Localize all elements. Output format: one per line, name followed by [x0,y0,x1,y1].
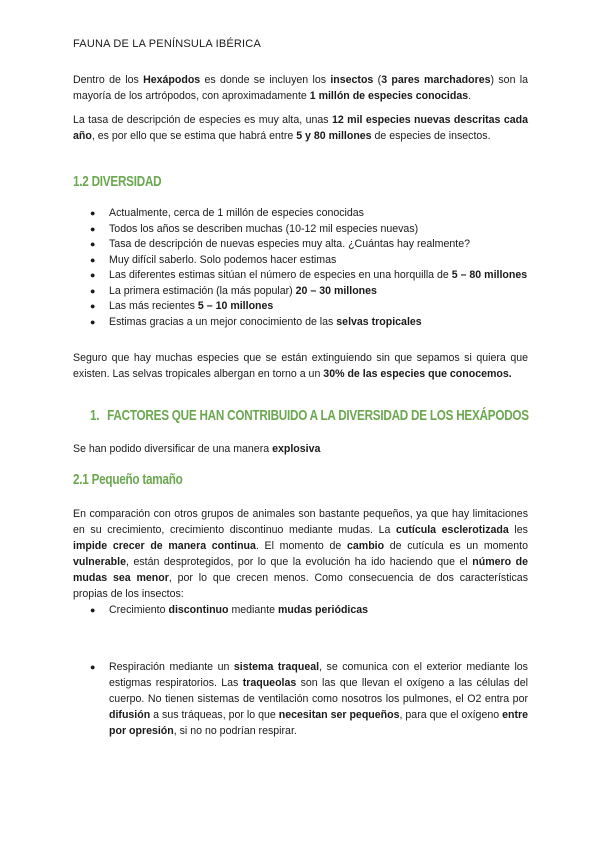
text-run: , se comunica con el exterior mediante los estigmas respiratorios. Las [109,661,528,689]
section-heading-factores [90,407,529,424]
text-run: es donde se incluyen los [200,74,331,86]
text-run: les [508,524,528,536]
list-item [73,315,528,331]
bold-text: 12 mil especies nuevas descritas cada año [73,114,528,142]
text-run: La tasa de descripción de especies es muy alta, unas [73,114,332,126]
intro-paragraph-2 [73,112,528,144]
text-run: ( [373,74,382,86]
factores-paragraph [73,441,528,457]
bold-text: entre por opresión [109,709,529,737]
bullet-icon: ● [90,285,96,296]
bold-text: 30% de las especies que conocemos. [323,368,512,380]
list-item [73,206,528,222]
bold-text: insectos [330,74,374,86]
bullet-icon: ● [90,239,96,249]
text-run: Estimas gracias a un mejor conocimiento de las [109,315,337,328]
text-run: , es por ello que se estima que habrá entre [91,130,297,142]
bold-text: selvas tropicales [336,315,422,328]
text-run: Muy difícil saberlo. Solo podemos hacer estimas [109,253,337,266]
text-run: Actualmente, cerca de 1 millón de especies conocidas [109,207,364,219]
list-item [73,284,528,300]
text-run: La primera estimación (la más popular) [109,284,296,297]
bold-text: vulnerable [73,556,126,568]
bullet-icon: ● [90,605,96,615]
text-run: . [468,90,472,102]
bullet-icon: ● [90,254,96,265]
bold-text: 1 millón de especies conocidas [309,90,469,102]
list-item [73,268,528,284]
text-run: Se han podido diversificar de una manera [73,443,273,455]
section-number: 1. [90,407,100,424]
bold-text: explosiva [272,443,321,455]
list-item [73,299,528,315]
bold-text: 5 y 80 millones [296,130,372,142]
bold-text: 3 pares marchadores [381,74,491,86]
bold-text: difusión [109,709,151,721]
diversidad-paragraph [73,350,528,382]
text-run: de cutícula es un momento [384,540,528,552]
bold-text: impide crecer de manera continua [73,540,256,552]
text-run: Crecimiento [109,604,169,616]
bold-text: número de mudas sea menor [73,556,529,584]
text-run: , están desprotegidos, por lo que la evolución ha ido haciendo que el [126,556,473,568]
bold-text: Hexápodos [143,74,201,86]
tamano-paragraph [73,506,528,602]
text-run: , por lo que crecen menos. Como consecuencia de dos características propias de los insectos: [73,572,528,600]
bullet-icon: ● [90,301,96,311]
text-run: Las diferentes estimas sitúan el número de especies en una horquilla de [109,269,452,281]
text-run: ) son la mayoría de los artrópodos, con aproximadamente [73,74,529,102]
bullet-icon: ● [90,316,96,327]
bold-text: mudas periódicas [277,604,369,616]
section-heading-tamano: 2.1 Pequeño tamaño [73,471,183,488]
bold-text: 5 – 80 millones [451,269,528,281]
bold-text: 20 – 30 millones [295,284,377,297]
text-run: Todos los años se describen muchas (10-12 mil especies nuevas) [109,222,419,235]
bullet-icon: ● [90,662,96,672]
text-run: mediante [228,604,278,616]
section-heading-diversidad: 1.2 DIVERSIDAD [73,173,162,190]
text-run: a sus tráqueas, por lo que [150,709,279,721]
bullet-icon: ● [90,270,96,280]
text-run: Seguro que hay muchas especies que se están extinguiendo sin que sepamos si quiera que existen. Las selvas tropicales albergan en torno a un [73,352,528,380]
bold-text: necesitan ser pequeños [278,709,400,721]
list-item [73,222,528,238]
text-run: son las que llevan el oxígeno a las células del cuerpo. No tienen sistemas de ventilación como nosotros los pulmones, el O2 entra por [109,677,529,705]
text-run: Las más recientes [109,300,198,312]
section-heading-text: FACTORES QUE HAN CONTRIBUIDO A LA DIVERSIDAD DE LOS HEXÁPODOS [107,407,529,424]
tamano-bullet-list-2 [73,659,528,739]
text-run: , si no no podrían respirar. [173,725,297,737]
text-run: de especies de insectos. [371,130,491,142]
text-run: , para que el oxígeno [399,709,503,721]
bullet-icon: ● [90,223,96,234]
text-run: Tasa de descripción de nuevas especies muy alta. ¿Cuántas hay realmente? [109,238,470,250]
bullet-icon: ● [90,208,96,218]
page-header: FAUNA DE LA PENÍNSULA IBÉRICA [73,38,261,50]
bold-text: sistema traqueal [233,661,320,673]
text-run: En comparación con otros grupos de animales son bastante pequeños, ya que hay limitaciones en su crecimiento, crecimiento discontinuo mediante mudas. La [73,508,528,536]
bold-text: discontinuo [168,604,229,616]
intro-paragraph-1 [73,72,528,104]
bold-text: cutícula esclerotizada [396,524,509,536]
list-item [73,603,528,619]
list-item [73,659,528,739]
bold-text: cambio [347,540,385,552]
list-item [73,253,528,269]
text-run: . El momento de [255,540,347,552]
bold-text: 5 – 10 millones [197,300,274,312]
diversidad-bullet-list [73,206,528,330]
text-run: Dentro de los [73,74,144,86]
bold-text: traqueolas [242,677,297,689]
tamano-bullet-list-1 [73,603,528,619]
list-item [73,237,528,253]
text-run: Respiración mediante un [109,661,234,673]
